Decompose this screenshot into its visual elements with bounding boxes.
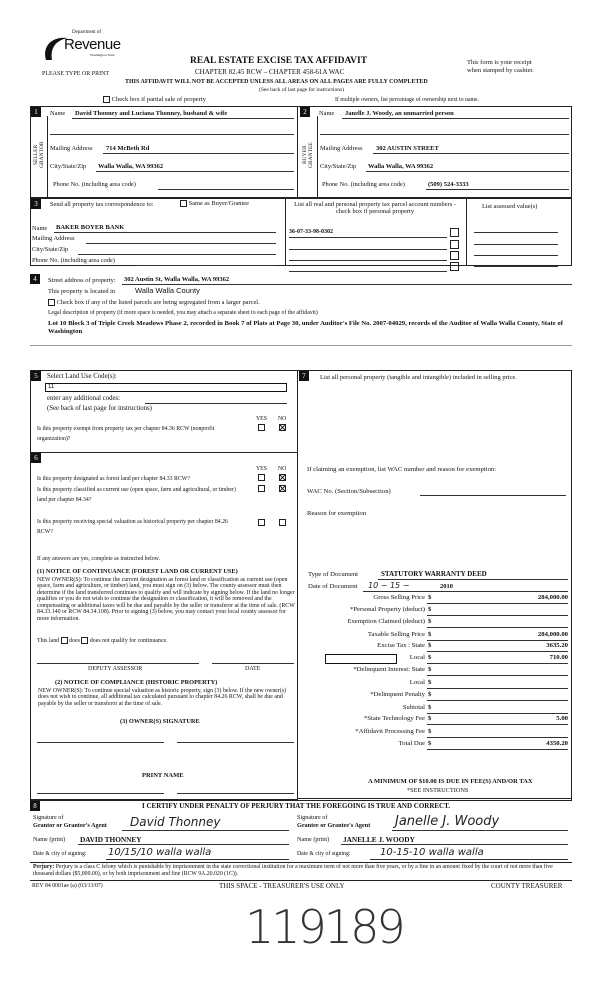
segregated-checkbox[interactable] [48, 299, 260, 306]
currency-symbol: $ [428, 704, 432, 711]
assessed-value-3[interactable] [474, 255, 558, 256]
logo-revenue-text: Revenue [64, 36, 121, 53]
doc-type-field[interactable]: STATUTORY WARRANTY DEED [381, 570, 487, 578]
assessed-value-1[interactable] [474, 232, 558, 233]
buyer-phone-field[interactable]: (509) 524-3333 [428, 181, 469, 188]
legal-description[interactable]: Lot 10 Block 3 of Triple Creek Meadows Phase 2, recorded in Book 7 of Plats at Page 30, under Auditor's File No. 2007-04029, records of the Auditor of Walla Walla County, State of Washington [48, 320, 563, 335]
logo-state-text: Washington State [90, 53, 115, 57]
currency-symbol: $ [428, 606, 432, 613]
assessed-header: List assessed value(s) [482, 203, 538, 210]
assessed-value-2[interactable] [474, 244, 558, 245]
owner-signature-title: (3) OWNER(S) SIGNATURE [120, 718, 200, 725]
print-name-line-2[interactable] [177, 793, 294, 794]
seller-phone-field[interactable] [158, 189, 294, 190]
exemption-label: If claiming an exemption, list WAC number and reason for exemption: [307, 466, 497, 473]
fee-label: Gross Selling Price [373, 594, 425, 601]
multiple-owners-note: If multiple owners, list percentage of ownership next to name. [335, 97, 480, 103]
currency-symbol: $ [428, 728, 432, 735]
wac-label: WAC No. (Section/Subsection) [307, 488, 391, 495]
county-field[interactable]: Walla Walla County [135, 286, 200, 295]
assessor-date-label: DATE [245, 666, 261, 672]
buyer-phone-label: Phone No. (including area code) [322, 181, 405, 188]
grantor-signature[interactable]: David Thonney [130, 815, 221, 829]
fee-value[interactable]: 284,000.00 [537, 594, 568, 601]
owner-signature-line-2[interactable] [177, 742, 294, 743]
additional-codes-label: enter any additional codes: [47, 395, 121, 402]
form-title: REAL ESTATE EXCISE TAX AFFIDAVIT [190, 56, 368, 66]
assessed-value-4[interactable] [474, 266, 558, 267]
deputy-assessor-label: DEPUTY ASSESSOR [88, 666, 143, 672]
forest-question: Is this property designated as forest land per chapter 84.33 RCW? [37, 476, 190, 482]
section-1-number: 1 [31, 107, 41, 117]
seller-mail-label: Mailing Address [50, 145, 93, 152]
street-label: Street address of property: [48, 277, 116, 284]
s3-phone-label: Phone No. (including area code) [32, 257, 115, 264]
buyer-name-label: Name [319, 110, 335, 117]
buyer-mail-field[interactable]: 302 AUSTIN STREET [376, 145, 439, 152]
fee-label: Subtotal [402, 704, 425, 711]
fee-label: *Delinquent Interest: State [353, 666, 425, 673]
fee-label: *Personal Property (deduct) [349, 606, 425, 613]
seller-phone-label: Phone No. (including area code) [53, 181, 136, 188]
personal-property-checkbox-4[interactable] [450, 262, 459, 271]
fee-label: Exemption Claimed (deduct) [347, 618, 425, 625]
parcel-number-1[interactable]: 36-07-33-98-0302 [289, 229, 333, 235]
currency-symbol: $ [428, 715, 432, 722]
s3-mail-label: Mailing Address [32, 235, 75, 242]
minimum-due-note: A MINIMUM OF $10.00 IS DUE IN FEE(S) AND/OR TAX [368, 778, 533, 785]
grantee-signature[interactable]: Janelle J. Woody [395, 814, 500, 829]
logo-dept-text: Department of [72, 30, 102, 35]
if-yes-note: If any answers are yes, complete as instructed below. [37, 556, 160, 562]
receipt-note-2: when stamped by cashier. [467, 67, 534, 74]
s5-no-header: NO [278, 416, 287, 422]
currency-symbol: $ [428, 618, 432, 625]
historic-no-checkbox[interactable] [279, 519, 286, 526]
seller-side-label: SELLER GRANTOR [33, 141, 45, 169]
form-warning: THIS AFFIDAVIT WILL NOT BE ACCEPTED UNLESS ALL AREAS ON ALL PAGES ARE FULLY COMPLETED [125, 79, 428, 85]
handwritten-receipt-number: 119189 [245, 900, 403, 954]
segregated-label: Check box if any of the listed parcels are being segregated from a larger parcel. [56, 299, 260, 306]
does-checkbox[interactable] [61, 637, 68, 644]
s5-see-back: (See back of last page for instructions) [47, 405, 152, 412]
grantee-date-city[interactable]: 10-15-10 walla walla [380, 847, 484, 858]
personal-property-checkbox-3[interactable] [450, 251, 459, 260]
currency-symbol: $ [428, 740, 432, 747]
current-use-no-checkbox[interactable] [279, 485, 286, 492]
land-use-label: Select Land Use Code(s): [47, 373, 117, 380]
perjury-text: Perjury is a class C felony which is punishable by imprisonment in the state correctional institution for a maximum term of not more than five years, or by a fine in an amount fixed by the court of not more than five thousand dollars ($5,000.00), or by both imprisonment and fine (RCW 9A.20.020 (1C)). [33, 864, 553, 877]
land-use-select[interactable] [45, 383, 287, 392]
fee-label: Total Due [398, 740, 425, 747]
currency-symbol: $ [428, 594, 432, 601]
currency-symbol: $ [428, 642, 432, 649]
notice-compliance-text: NEW OWNER(S): To continue special valuation as historic property, sign (3) below. If the new owner(s) does not wish to continue, all additional tax calculated pursuant to chapter 84.26 RCW, shall be due and payable by the seller or transferor at the time of sale. [38, 688, 287, 707]
notice-compliance-title: (2) NOTICE OF COMPLIANCE (HISTORIC PROPERTY) [55, 679, 218, 686]
grantee-sig-of-label: Signature of [297, 814, 328, 821]
see-back-note: (See back of last page for instructions) [259, 87, 344, 93]
buyer-city-field[interactable]: Walla Walla, WA 99362 [368, 163, 434, 170]
currency-symbol: $ [428, 666, 432, 673]
does-label: does [69, 637, 80, 644]
wac-field[interactable] [420, 495, 566, 496]
reason-label: Reason for exemption [307, 510, 367, 517]
forest-yes-checkbox[interactable] [258, 474, 265, 481]
local-code-box[interactable] [325, 654, 397, 664]
notice-continuance-text: NEW OWNER(S): To continue the current designation as forest land or classification as current use (open space, farm and agriculture, or timber) land, you must sign on (3) below. The county assessor must then determine if the land transferred continues to qualify and will indicate by signing below. If the land no longer qualifies or you do not wish to continue the designation or classification, it will be removed and the compensating or additional taxes will be due and payable by the seller or transferor at the time of sale. (RCW 84.33.140 or RCW 84.34.108). Prior to signing (3) below, you may contact your local county assessor for more information. [37, 577, 295, 622]
seller-name-label: Name [50, 110, 66, 117]
s3-name-field[interactable]: BAKER BOYER BANK [56, 224, 125, 231]
historic-question: Is this property receiving special valuation as historical property per chapter 84.26 RCW? [37, 519, 228, 535]
s3-name-label: Name [32, 225, 48, 232]
parcel-header: List all real and personal property tax parcel account numbers - check box if personal property [294, 201, 456, 216]
additional-codes-field[interactable] [145, 403, 287, 404]
fee-label: *State Technology Fee [363, 715, 425, 722]
doc-date-handwritten[interactable]: 10 − 15 − [368, 581, 410, 590]
doc-date-label: Date of Document [308, 583, 358, 590]
treasurer-use-label: THIS SPACE - TREASURER'S USE ONLY [219, 882, 345, 890]
form-revision: REV 84 0001ae (a) (03/13/07) [32, 883, 103, 889]
current-use-yes-checkbox[interactable] [258, 485, 265, 492]
s6-yes-header: YES [256, 466, 267, 472]
fee-label: Excise Tax : State [377, 642, 425, 649]
s3-phone-field[interactable] [137, 265, 276, 266]
seller-mail-field[interactable]: 714 McBeth Rd [106, 145, 150, 152]
fee-value[interactable]: 3635.20 [546, 642, 568, 649]
doc-type-label: Type of Document [308, 571, 359, 578]
seller-city-label: City/State/Zip [50, 163, 87, 170]
see-instructions-note: *SEE INSTRUCTIONS [407, 787, 469, 794]
historic-yes-checkbox[interactable] [258, 519, 265, 526]
seller-city-field[interactable]: Walla Walla, WA 99362 [98, 163, 164, 170]
fee-label: Taxable Selling Price [367, 631, 425, 638]
print-name-line-1[interactable] [37, 793, 164, 794]
s3-mail-field[interactable] [86, 243, 276, 244]
receipt-note: This form is your receipt [467, 59, 532, 66]
same-as-buyer-label: Same as Buyer/Grantee [188, 200, 249, 207]
exempt-question: Is this property exempt from property tax per chapter 84.36 RCW (nonprofit organization)? [37, 426, 215, 442]
certify-statement: I CERTIFY UNDER PENALTY OF PERJURY THAT THE FOREGOING IS TRUE AND CORRECT. [142, 802, 451, 810]
fee-value[interactable]: 4350.20 [546, 740, 568, 747]
fee-value[interactable]: 710.00 [549, 654, 568, 661]
grantee-name-print-label: Name (print) [297, 836, 330, 843]
buyer-name-field[interactable]: Janelle J. Woody, an unmarried person [345, 110, 454, 117]
does-not-checkbox[interactable] [81, 637, 88, 644]
land-use-value: 11 [48, 384, 55, 390]
owner-signature-line-1[interactable] [37, 742, 164, 743]
s5-yes-header: YES [256, 416, 267, 422]
send-correspondence-label: Send all property tax correspondence to: [50, 201, 154, 208]
section-2-number: 2 [300, 107, 310, 117]
same-as-buyer-checkbox[interactable] [180, 200, 249, 207]
section-6-number: 6 [31, 453, 41, 463]
fee-label: *Affidavit Processing Fee [355, 728, 425, 735]
perjury-notice [33, 864, 570, 877]
dor-logo [42, 30, 122, 70]
seller-name-field[interactable]: David Thonney and Luciana Thonney, husband & wife [75, 110, 228, 117]
perjury-label: Perjury: [33, 864, 55, 870]
grantor-agent-label: Grantor or Grantor's Agent [33, 822, 107, 829]
section-7-number: 7 [299, 371, 309, 381]
grantor-date-city[interactable]: 10/15/10 walla walla [108, 847, 212, 858]
personal-property-checkbox-1[interactable] [450, 228, 459, 237]
personal-property-checkbox-2[interactable] [450, 240, 459, 249]
assessor-date-line[interactable] [212, 663, 294, 664]
grantee-name-print[interactable]: JANELLE J. WOODY [343, 835, 415, 844]
partial-sale-checkbox[interactable] [103, 96, 206, 103]
buyer-city-label: City/State/Zip [320, 163, 357, 170]
section-4-number: 4 [30, 274, 40, 284]
fee-label: Local [409, 654, 425, 661]
s3-city-field[interactable] [78, 254, 276, 255]
this-land-row [37, 637, 168, 644]
buyer-side-label: BUYER GRANTEE [302, 142, 314, 168]
print-name-label: PRINT NAME [142, 772, 184, 779]
s6-no-header: NO [278, 466, 287, 472]
section-8-number: 8 [30, 801, 40, 811]
currency-symbol: $ [428, 631, 432, 638]
forest-no-checkbox[interactable] [279, 474, 286, 481]
please-type-note: PLEASE TYPE OR PRINT [42, 71, 110, 77]
exempt-yes-checkbox[interactable] [258, 424, 265, 431]
this-land-label: This land [37, 637, 60, 644]
located-label: This property is located in [48, 288, 116, 295]
deputy-assessor-line[interactable] [37, 663, 199, 664]
currency-symbol: $ [428, 654, 432, 661]
section-5-number: 5 [31, 371, 41, 381]
personal-property-label: List all personal property (tangible and intangible) included in selling price. [320, 374, 517, 381]
grantor-name-print-label: Name (print) [33, 836, 66, 843]
grantee-date-city-label: Date & city of signing: [297, 851, 351, 857]
legal-label: Legal description of property (if more space is needed, you may attach a separate sheet to each page of the affidavit) [48, 310, 318, 316]
does-not-label: does not qualify for continuance. [89, 637, 168, 644]
fee-label: *Delinquent Penalty [370, 691, 425, 698]
grantor-sig-of-label: Signature of [33, 814, 64, 821]
grantor-date-city-label: Date & city of signing: [33, 851, 87, 857]
section-3-number: 3 [31, 199, 41, 209]
fee-value[interactable]: 5.00 [556, 715, 568, 722]
buyer-mail-label: Mailing Address [320, 145, 363, 152]
fee-label: Local [409, 679, 425, 686]
fee-value[interactable]: 284,000.00 [537, 631, 568, 638]
partial-sale-label: Check box if partial sale of property [111, 96, 206, 103]
street-field[interactable]: 302 Austin St, Walla Walla, WA 99362 [124, 276, 230, 283]
county-treasurer-label: COUNTY TREASURER [491, 882, 563, 890]
currency-symbol: $ [428, 679, 432, 686]
current-use-question: Is this property classified as current use (open space, farm and agricultural, or timber) land per chapter 84.34? [37, 487, 236, 503]
exempt-no-checkbox[interactable] [279, 424, 286, 431]
doc-year: 2010 [440, 583, 453, 590]
currency-symbol: $ [428, 691, 432, 698]
form-chapter: CHAPTER 82.45 RCW – CHAPTER 458-61A WAC [195, 68, 345, 76]
grantee-agent-label: Grantee or Grantee's Agent [297, 822, 371, 829]
notice-continuance-title: (1) NOTICE OF CONTINUANCE (FOREST LAND OR CURRENT USE) [37, 568, 238, 575]
s3-city-label: City/State/Zip [32, 246, 69, 253]
grantor-name-print[interactable]: DAVID THONNEY [80, 835, 142, 844]
